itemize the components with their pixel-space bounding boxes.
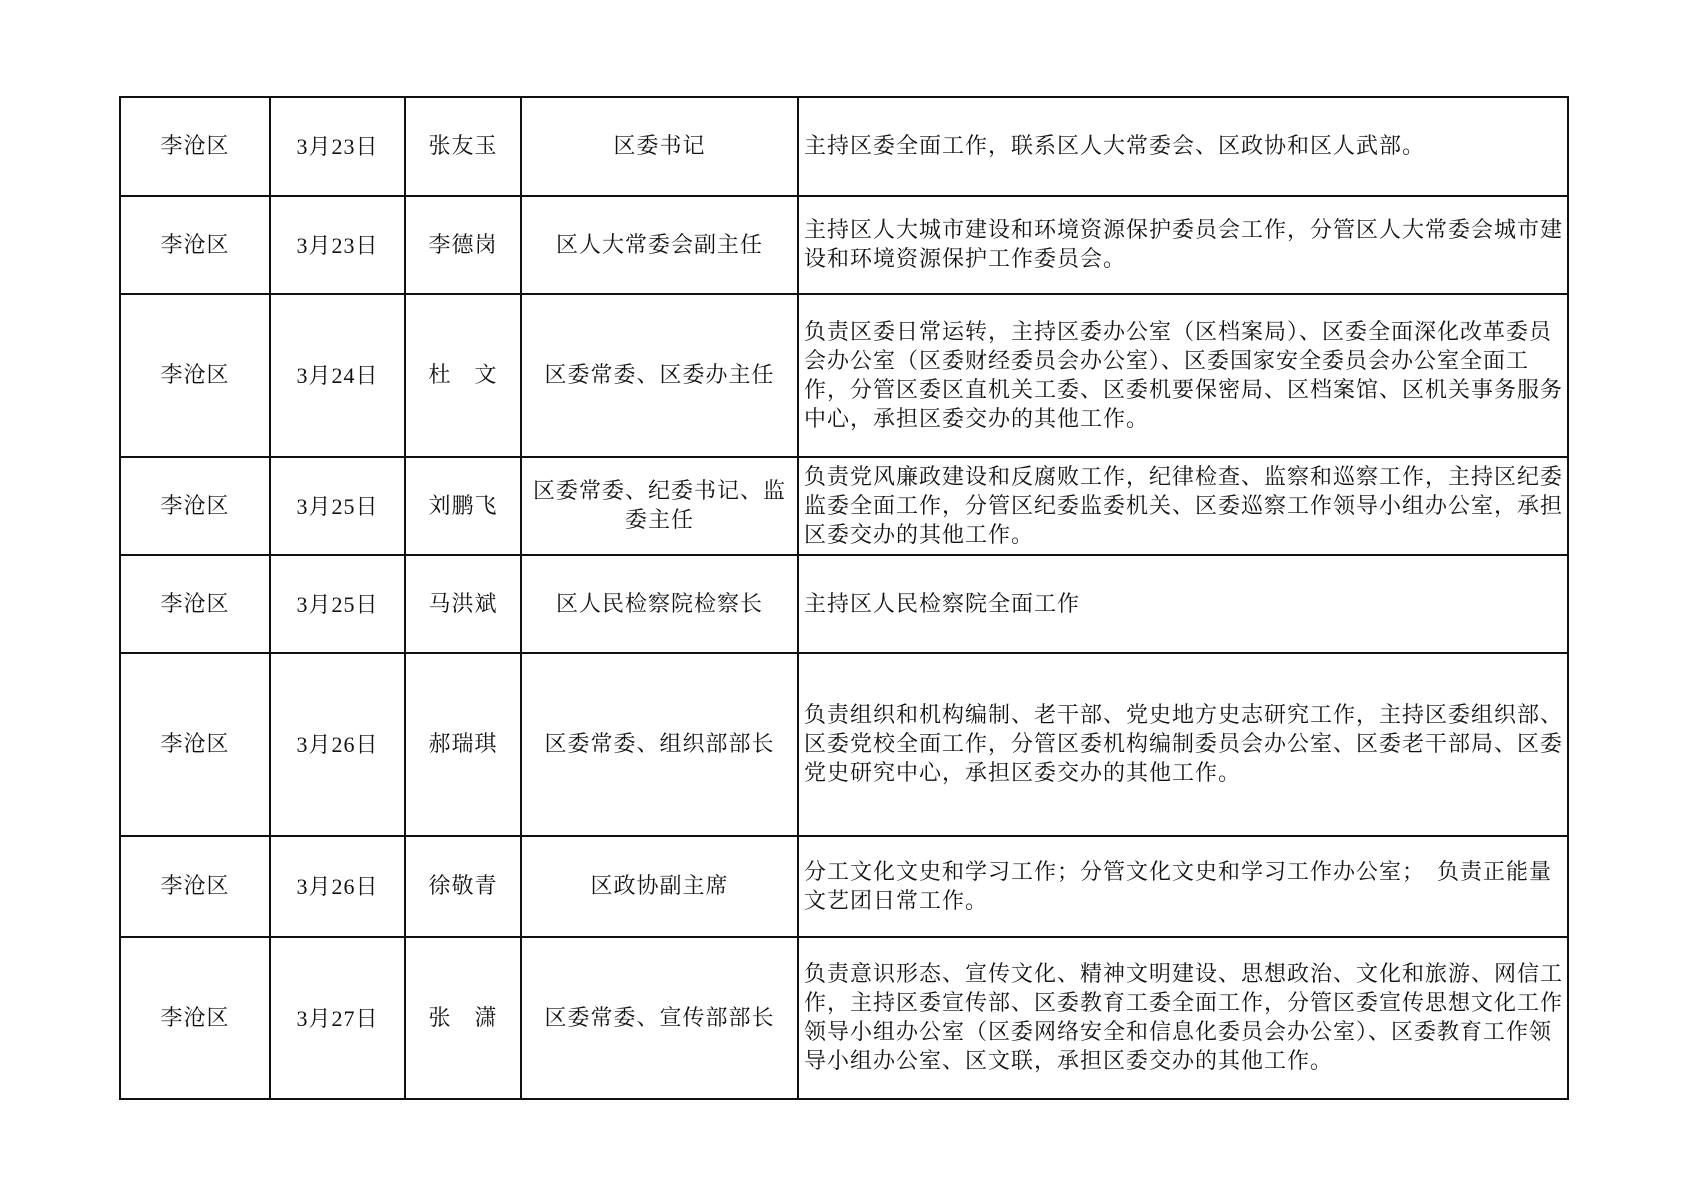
name-cell: 李德岗 bbox=[405, 196, 521, 294]
name-cell: 马洪斌 bbox=[405, 555, 521, 653]
duties-cell: 主持区委全面工作，联系区人大常委会、区政协和区人武部。 bbox=[798, 97, 1568, 196]
officials-duty-table bbox=[119, 96, 1569, 1100]
position-cell: 区人大常委会副主任 bbox=[521, 196, 798, 294]
name-cell: 杜 文 bbox=[405, 294, 521, 457]
date-cell: 3月24日 bbox=[270, 294, 405, 457]
date-cell: 3月25日 bbox=[270, 555, 405, 653]
duties-cell: 负责组织和机构编制、老干部、党史地方史志研究工作，主持区委组织部、区委党校全面工作，分管区委机构编制委员会办公室、区委老干部局、区委党史研究中心，承担区委交办的其他工作。 bbox=[798, 653, 1568, 836]
date-cell: 3月26日 bbox=[270, 653, 405, 836]
table-row bbox=[120, 937, 1568, 1099]
district-cell: 李沧区 bbox=[120, 457, 270, 555]
district-cell: 李沧区 bbox=[120, 196, 270, 294]
position-cell: 区委常委、组织部部长 bbox=[521, 653, 798, 836]
duties-cell: 主持区人大城市建设和环境资源保护委员会工作，分管区人大常委会城市建设和环境资源保护工作委员会。 bbox=[798, 196, 1568, 294]
date-cell: 3月26日 bbox=[270, 836, 405, 937]
table-row bbox=[120, 97, 1568, 196]
district-cell: 李沧区 bbox=[120, 555, 270, 653]
name-cell: 徐敬青 bbox=[405, 836, 521, 937]
date-cell: 3月25日 bbox=[270, 457, 405, 555]
date-cell: 3月27日 bbox=[270, 937, 405, 1099]
date-cell: 3月23日 bbox=[270, 196, 405, 294]
name-cell: 郝瑞琪 bbox=[405, 653, 521, 836]
district-cell: 李沧区 bbox=[120, 97, 270, 196]
position-cell: 区委常委、宣传部部长 bbox=[521, 937, 798, 1099]
table-row bbox=[120, 836, 1568, 937]
name-cell: 张友玉 bbox=[405, 97, 521, 196]
position-cell: 区委书记 bbox=[521, 97, 798, 196]
name-cell: 张 潇 bbox=[405, 937, 521, 1099]
duties-cell: 主持区人民检察院全面工作 bbox=[798, 555, 1568, 653]
table-row bbox=[120, 555, 1568, 653]
position-cell: 区委常委、区委办主任 bbox=[521, 294, 798, 457]
table-row bbox=[120, 653, 1568, 836]
duties-cell: 负责党风廉政建设和反腐败工作，纪律检查、监察和巡察工作，主持区纪委监委全面工作，分管区纪委监委机关、区委巡察工作领导小组办公室，承担区委交办的其他工作。 bbox=[798, 457, 1568, 555]
district-cell: 李沧区 bbox=[120, 294, 270, 457]
position-cell: 区委常委、纪委书记、监委主任 bbox=[521, 457, 798, 555]
position-cell: 区人民检察院检察长 bbox=[521, 555, 798, 653]
table-row bbox=[120, 294, 1568, 457]
duties-cell: 分工文化文史和学习工作；分管文化文史和学习工作办公室； 负责正能量文艺团日常工作。 bbox=[798, 836, 1568, 937]
duties-cell: 负责意识形态、宣传文化、精神文明建设、思想政治、文化和旅游、网信工作，主持区委宣传部、区委教育工委全面工作，分管区委宣传思想文化工作领导小组办公室（区委网络安全和信息化委员会办公室）、区委教育工作领导小组办公室、区文联，承担区委交办的其他工作。 bbox=[798, 937, 1568, 1099]
date-cell: 3月23日 bbox=[270, 97, 405, 196]
position-cell: 区政协副主席 bbox=[521, 836, 798, 937]
district-cell: 李沧区 bbox=[120, 836, 270, 937]
table-row bbox=[120, 196, 1568, 294]
table-row bbox=[120, 457, 1568, 555]
duties-cell: 负责区委日常运转，主持区委办公室（区档案局）、区委全面深化改革委员会办公室（区委财经委员会办公室）、区委国家安全委员会办公室全面工作，分管区委区直机关工委、区委机要保密局、区档案馆、区机关事务服务中心，承担区委交办的其他工作。 bbox=[798, 294, 1568, 457]
district-cell: 李沧区 bbox=[120, 653, 270, 836]
district-cell: 李沧区 bbox=[120, 937, 270, 1099]
name-cell: 刘鹏飞 bbox=[405, 457, 521, 555]
